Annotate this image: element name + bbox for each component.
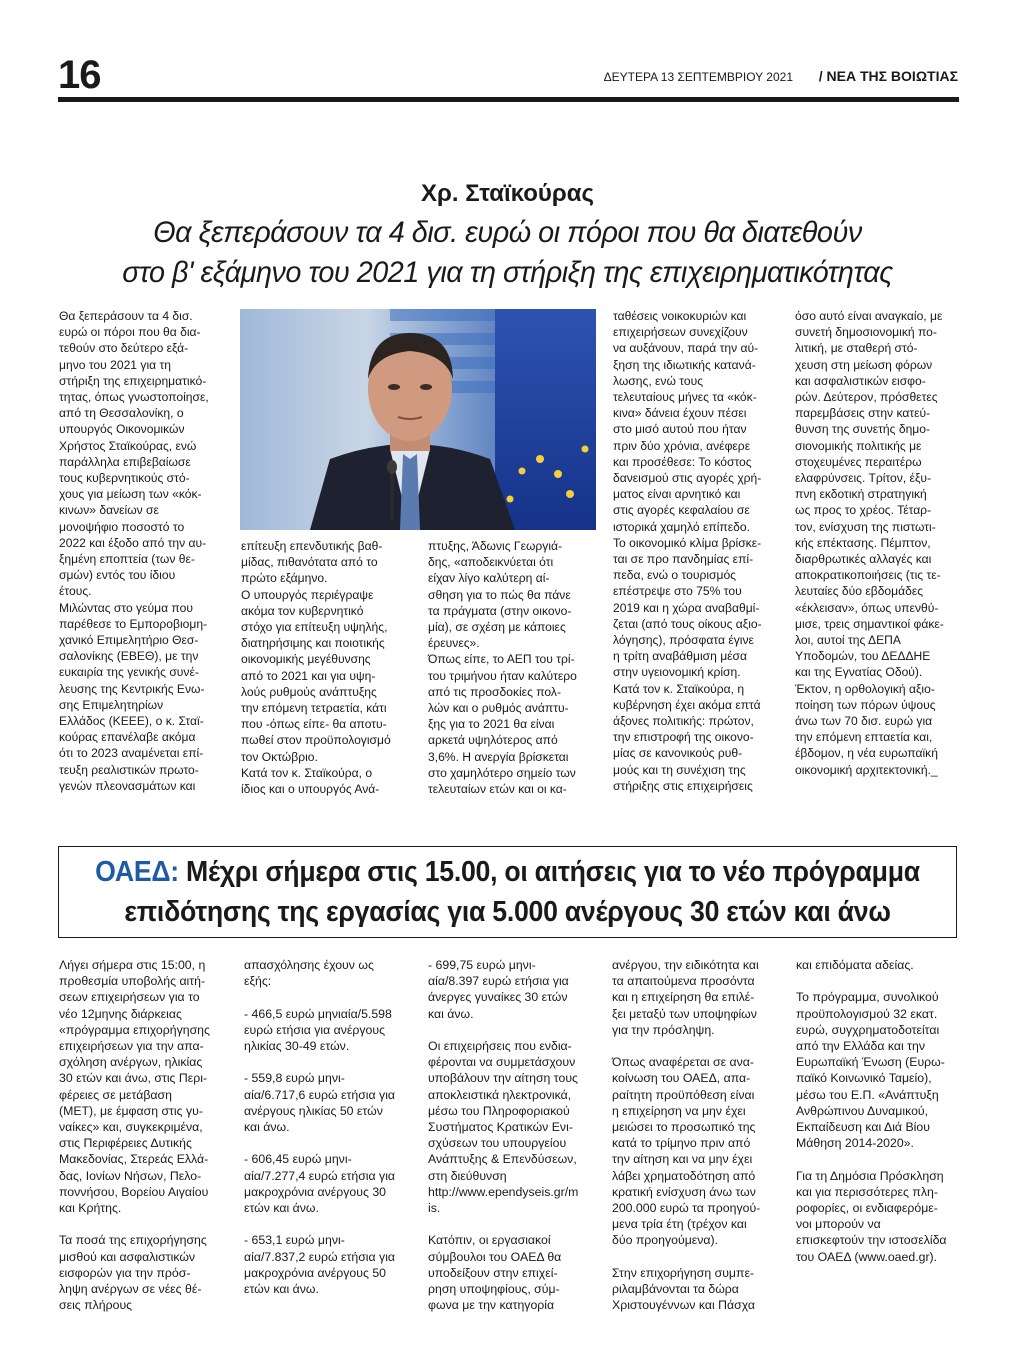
article1-column-2: επίτευξη επενδυτικής βαθ- μίδας, πιθανότατα από το πρώτο εξάμηνο. Ο υπουργός περιέγραψε ακόμα τον κυβερνητικό στόχο για επίτευξη υψηλής, διατηρήσιμης και ποιοτικής οικονομικής μεγέθυνσης από το 2021 και για υψη- λούς ρυθμούς ανάπτυξης την επόμενη τετραετία, κάτι που -όπως είπε- θα αποτυ- πωθεί στον προϋπολογισμό τον Οκτώβριο. Κατά τον κ. Σταϊκούρα, ο ίδιος και ο υπουργός Ανά- <box>241 539 391 797</box>
article1-column-3: πτυξης, Άδωνις Γεωργιά- δης, «αποδεικνύεται ότι είχαν λίγο καλύτερη αί- σθηση για το πώς θα πάνε τα πράγματα (στην οικονο- μία), σε σχέση με κάποιες έρευνες». Όπως είπε, το ΑΕΠ του τρί- του τριμήνου ήταν καλύτερο από τις προσδοκίες πολ- λών και ο ρυθμός ανάπτυ- ξης για το 2021 θα είναι αρκετά υψηλότερος από 3,6%. Η ανεργία βρίσκεται στο χαμηλότερο σημείο των τελευταίων ετών και οι κα- <box>428 539 577 797</box>
article1-headline-line1: Θα ξεπεράσουν τα 4 δισ. ευρώ οι πόροι που θα διατεθούν <box>153 216 862 249</box>
article2-headline-line1-text: Μέχρι σήμερα στις 15.00, οι αιτήσεις για το νέο πρόγραμμα <box>178 856 920 888</box>
article1-column-5: όσο αυτό είναι αναγκαίο, με συνετή δημοσιονομική πο- λιτική, με σταθερή στό- χευση στη μείωση φόρων και ασφαλιστικών εισφο- ρών. Δεύτερον, πρόσθετες παρεμβάσεις στην κατεύ- θυνση της συνετής δημο- σιονομικής πολιτικής με στοχευμένες περαιτέρω ελαφρύνσεις. Τρίτον, έξυ- πνη εκδοτική στρατηγική ως προς το χρέος. Τέταρ- τον, ενίσχυση της πιστωτι- κής επέκτασης. Πέμπτον, διαρθρωτικές αλλαγές και αποκρατικοποιήσεις (τις τε- λευταίες δύο εβδομάδες «έκλεισαν», όπως υπενθύ- μισε, τρεις σημαντικοί φάκε- λοι, αυτοί της ΔΕΠΑ Υποδομών, του ΔΕΔΔΗΕ και της Εγνατίας Οδού). Έκτον, η ορθολογική αξιο- ποίηση των πόρων ύψους άνω των 70 δισ. ευρώ για την επόμενη επταετία και, έβδομον, η νέα ευρωπαϊκή οικονομική αρχιτεκτονική._ <box>795 309 944 777</box>
article2-headline <box>94 852 921 932</box>
article1-column-4: ταθέσεις νοικοκυριών και επιχειρήσεων συνεχίζουν να αυξάνουν, παρά την αύ- ξηση της ιδιωτικής κατανά- λωσης, ενώ τους τελευταίους μήνες τα «κόκ- κινα» δάνεια έχουν πέσει στο μισό αυτού που ήταν πριν δύο χρόνια, ανέφερε και προσέθεσε: Το κόστος δανεισμού στις αγορές χρή- ματος είναι αρνητικό και στις αγορές κεφαλαίου σε ιστορικά χαμηλό επίπεδο. Το οικονομικό κλίμα βρίσκε- ται σε προ πανδημίας επί- πεδα, ενώ ο τουρισμός επέστρεψε στο 75% του 2019 και η χώρα αναβαθμί- ζεται (από τους οίκους αξιο- λόγησης), πρόσφατα έγινε η τρίτη αναβάθμιση μέσα στην υγειονομική κρίση. Κατά τον κ. Σταϊκούρα, η κυβέρνηση έχει ακόμα επτά άξονες πολιτικής: πρώτον, την επιστροφή της οικονο- μίας σε κανονικούς ρυθ- μούς και τη συνέχιση της στήριξης στις επιχειρήσεις <box>613 309 762 793</box>
newspaper-name: / ΝΕΑ ΤΗΣ ΒΟΙΩΤΙΑΣ <box>818 68 958 84</box>
article2-column-1: Λήγει σήμερα στις 15:00, η προθεσμία υποβολής αιτή- σεων επιχειρήσεων για το νέο 12μηνης διάρκειας «πρόγραμμα επιχορήγησης επιχειρήσεων για την απα- σχόληση ανέργων, ηλικίας 30 ετών και άνω, στις Περι- φέρειες σε μετάβαση (ΜΕΤ), με έμφαση στις γυ- ναίκες» και, συγκεκριμένα, στις Περιφέρειες Δυτικής Μακεδονίας, Στερεάς Ελλά- δας, Ιονίων Νήσων, Πελο- ποννήσου, Βορείου Αιγαίου και Κρήτης. Τα ποσά της επιχορήγησης μισθού και ασφαλιστικών εισφορών για την πρόσ- ληψη ανέργων σε νέες θέ- σεις πλήρους <box>59 958 210 1313</box>
minister-photo <box>240 309 596 530</box>
article1-headline <box>49 213 966 293</box>
article2-headline-line2: επιδότησης της εργασίας για 5.000 ανέργους 30 ετών και άνω <box>124 896 891 928</box>
article2-headline-prefix: ΟΑΕΔ: <box>95 856 179 888</box>
article1-headline-line2: στο β' εξάμηνο του 2021 για τη στήριξη της επιχειρηματικότητας <box>122 256 893 289</box>
header-rule <box>58 97 959 102</box>
article2-headline-line1 <box>94 852 921 892</box>
article2-column-2: απασχόλησης έχουν ως εξής: - 466,5 ευρώ μηνιαία/5.598 ευρώ ετήσια για ανέργους ηλικίας 30-49 ετών. - 559,8 ευρώ μηνι- αία/6.717,6 ευρώ ετήσια για ανέργους ηλικίας 50 ετών και άνω. - 606,45 ευρώ μηνι- αία/7.277,4 ευρώ ετήσια για μακροχρόνια ανέργους 30 ετών και άνω. - 653,1 ευρώ μηνι- αία/7.837,2 ευρώ ετήσια για μακροχρόνια ανέργους 50 ετών και άνω. <box>244 958 396 1297</box>
article2-column-3: - 699,75 ευρώ μηνι- αία/8.397 ευρώ ετήσια για άνεργες γυναίκες 30 ετών και άνω. Οι επιχειρήσεις που ενδια- φέρονται να συμμετάσχουν υποβάλουν την αίτηση τους αποκλειστικά ηλεκτρονικά, μέσω του Πληροφοριακού Συστήματος Κρατικών Ενι- σχύσεων του υπουργείου Ανάπτυξης & Επενδύσεων, στη διεύθυνση http://www.ependyseis.gr/m is. Κατόπιν, οι εργασιακοί σύμβουλοι του ΟΑΕΔ θα υποδείξουν στην επιχεί- ρηση υποψηφίους, σύμ- φωνα με την κατηγορία <box>428 958 579 1313</box>
page-number: 16 <box>58 53 101 97</box>
article2-column-4: ανέργου, την ειδικότητα και τα απαιτούμενα προσόντα και η επιχείρηση θα επιλέ- ξει μεταξύ των υποψηφίων για την πρόσληψη. Όπως αναφέρεται σε ανα- κοίνωση του ΟΑΕΔ, απα- ραίτητη προϋπόθεση είναι η επιχείρηση να μην έχει μειώσει το προσωπικό της κατά το τρίμηνο πριν από την αίτηση και να μην έχει λάβει χρηματοδότηση από κρατική ενίσχυση άνω των 200.000 ευρώ τα προηγού- μενα τρία έτη (τρέχον και δύο προηγούμενα). Στην επιχορήγηση συμπε- ριλαμβάνονται τα δώρα Χριστουγέννων και Πάσχα <box>612 958 761 1313</box>
article1-kicker: Χρ. Σταϊκούρας <box>421 180 594 207</box>
article2-column-5: και επιδόματα αδείας. Το πρόγραμμα, συνολικού προϋπολογισμού 32 εκατ. ευρώ, συγχρηματοδοτείται από την Ελλάδα και την Ευρωπαϊκή Ένωση (Ευρω- παϊκό Κοινωνικό Ταμείο), μέσω του Ε.Π. «Ανάπτυξη Ανθρώπινου Δυναμικού, Εκπαίδευση και Διά Βίου Μάθηση 2014-2020». Για τη Δημόσια Πρόσκληση και για περισσότερες πλη- ροφορίες, οι ενδιαφερόμε- νοι μπορούν να επισκεφτούν την ιστοσελίδα του ΟΑΕΔ (www.oaed.gr). <box>796 958 947 1264</box>
article1-column-1: Θα ξεπεράσουν τα 4 δισ. ευρώ οι πόροι που θα δια- τεθούν στο δεύτερο εξά- μηνο του 2021 για τη στήριξη της επιχειρηματικό- τητας, όπως γνωστοποίησε, από τη Θεσσαλονίκη, ο υπουργός Οικονομικών Χρήστος Σταϊκούρας, ενώ παράλληλα επιβεβαίωσε τους κυβερνητικούς στό- χους για μείωση των «κόκ- κινων» δανείων σε μονοψήφιο ποσοστό το 2022 και έξοδο από την αυ- ξημένη εποπτεία (των θε- σμών) εντός του ίδιου έτους. Μιλώντας στο γεύμα που παρέθεσε το Εμποροβιομη- χανικό Επιμελητήριο Θεσ- σαλονίκης (ΕΒΕΘ), με την ευκαιρία της γενικής συνέ- λευσης της Κεντρικής Ενω- σης Επιμελητηρίων Ελλάδος (ΚΕΕΕ), ο κ. Σταϊ- κούρας επανέλαβε ακόμα ότι το 2023 αναμένεται επί- τευξη ρεαλιστικών πρωτο- γενών πλεονασμάτων και <box>59 309 209 793</box>
issue-date: ΔΕΥΤΕΡΑ 13 ΣΕΠΤΕΜΒΡΙΟΥ 2021 <box>603 70 793 84</box>
